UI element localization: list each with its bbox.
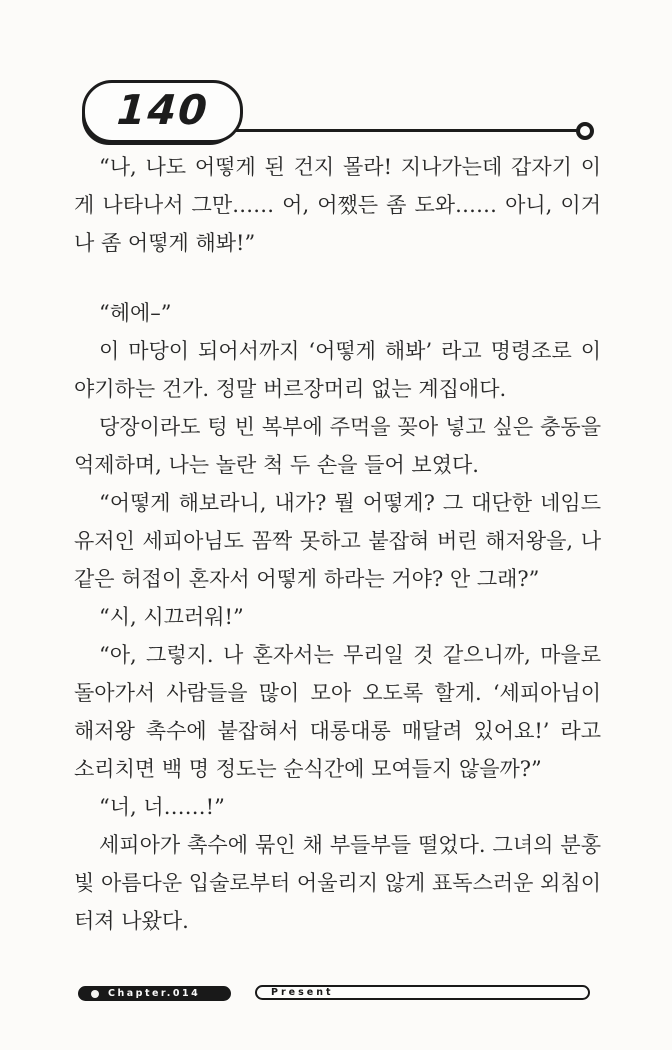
text-line: 같은 허접이 혼자서 어떻게 하라는 거야? 안 그래?” [74,567,540,591]
paragraph [74,636,601,788]
text-line: “헤에–” [99,301,172,325]
text-line: “너, 너……!” [99,795,225,819]
text-line: 터져 나왔다. [74,909,189,933]
paragraph [74,408,601,484]
text-line: 돌아가서 사람들을 많이 모아 오도록 할게. ‘세피아님이 [74,681,601,705]
body-text [74,148,601,940]
text-line: 빛 아름다운 입술로부터 어울리지 않게 표독스러운 외침이 [74,871,601,895]
text-line: 당장이라도 텅 빈 복부에 주먹을 꽂아 넣고 싶은 충동을 [99,415,601,439]
paragraph [74,598,601,636]
text-line: 나 좀 어떻게 해봐!” [74,231,256,255]
paragraph [74,826,601,940]
text-line: 이 마당이 되어서까지 ‘어떻게 해봐’ 라고 명령조로 이 [99,339,601,363]
text-line: “아, 그렇지. 나 혼자서는 무리일 것 같으니까, 마을로 [99,643,601,667]
present-badge [255,985,590,1000]
text-line: 소리치면 백 명 정도는 순식간에 모여들지 않을까?” [74,757,542,781]
text-line: 억제하며, 나는 놀란 척 두 손을 들어 보였다. [74,453,479,477]
bullet-icon [91,990,99,998]
text-line: 야기하는 건가. 정말 버르장머리 없는 계집애다. [74,377,507,401]
chapter-badge [78,986,231,1001]
text-line: “어떻게 해보라니, 내가? 뭘 어떻게? 그 대단한 네임드 [99,491,601,515]
header-ring-icon [576,122,594,140]
text-line: 유저인 세피아님도 꼼짝 못하고 붙잡혀 버린 해저왕을, 나 [74,529,601,553]
text-line: 해저왕 촉수에 붙잡혀서 대롱대롱 매달려 있어요!’ 라고 [74,719,601,743]
text-line: “시, 시끄러워!” [99,605,244,629]
page-number-badge [82,80,243,143]
paragraph [74,484,601,598]
text-line: 세피아가 촉수에 묶인 채 부들부들 떨었다. 그녀의 분홍 [99,833,601,857]
header-rule [222,129,580,132]
page-number: 140 [115,85,211,134]
text-line: “나, 나도 어떻게 된 건지 몰라! 지나가는데 갑자기 이 [99,155,601,179]
paragraph [74,148,601,262]
paragraph [74,294,601,332]
paragraph [74,788,601,826]
chapter-label: Chapter.014 [108,988,201,999]
present-label: Present [271,987,334,998]
paragraph [74,332,601,408]
text-line: 게 나타나서 그만…… 어, 어쨌든 좀 도와…… 아니, 이거 [74,193,601,217]
